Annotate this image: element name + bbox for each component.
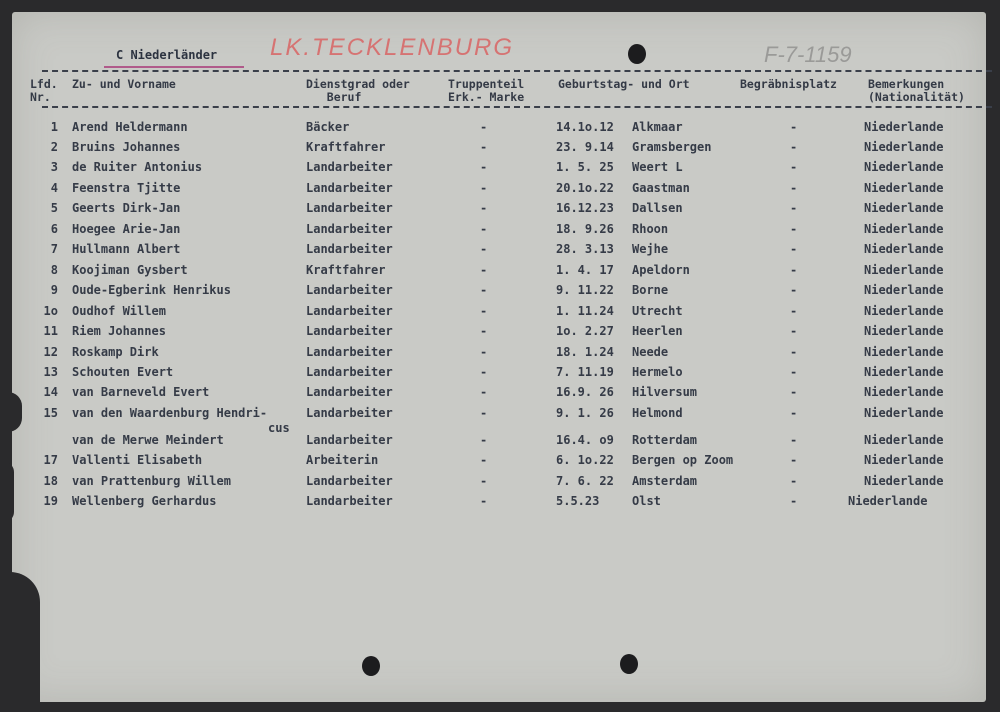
cell-nat: Niederlande xyxy=(864,181,944,195)
archive-number: F-7-1159 xyxy=(764,42,852,67)
cell-place: Amsterdam xyxy=(632,474,698,488)
cell-grave: - xyxy=(790,433,798,447)
table-row xyxy=(12,120,986,140)
cell-date: 18. 9.26 xyxy=(556,222,614,236)
cell-trup: - xyxy=(480,120,488,134)
cell-job: Landarbeiter xyxy=(306,324,393,338)
cell-name: Oude-Egberink Henrikus xyxy=(72,283,231,297)
cell-date: 16.9. 26 xyxy=(556,385,614,399)
cell-grave: - xyxy=(790,242,798,256)
cell-place: Heerlen xyxy=(632,324,683,338)
cell-name: Wellenberg Gerhardus xyxy=(72,494,217,508)
cell-grave: - xyxy=(790,474,798,488)
cell-trup: - xyxy=(480,494,488,508)
table-row xyxy=(12,140,986,160)
cell-job: Landarbeiter xyxy=(306,222,393,236)
cell-job: Kraftfahrer xyxy=(306,263,386,277)
cell-name: Koojiman Gysbert xyxy=(72,263,188,277)
cell-nr: 1o xyxy=(43,304,58,318)
cell-nr: 17 xyxy=(43,453,58,467)
cell-date: 14.1o.12 xyxy=(556,120,614,134)
cell-nr: 1 xyxy=(50,120,58,134)
table-row xyxy=(12,283,986,303)
col-header-remarks: Bemerkungen (Nationalität) xyxy=(868,77,965,104)
cell-grave: - xyxy=(790,222,798,236)
cell-name: Bruins Johannes xyxy=(72,140,181,154)
table-row xyxy=(12,385,986,405)
table-row xyxy=(12,406,986,426)
cell-name: van de Merwe Meindert xyxy=(72,433,224,447)
col-header-job: Dienstgrad oder Beruf xyxy=(306,77,410,104)
table-row xyxy=(12,304,986,324)
cell-nat: Niederlande xyxy=(864,201,944,215)
cell-job: Landarbeiter xyxy=(306,201,393,215)
name-continuation: cus xyxy=(268,421,290,435)
cell-place: Utrecht xyxy=(632,304,683,318)
table-row xyxy=(12,345,986,365)
cell-place: Gaastman xyxy=(632,181,690,195)
cell-name: Schouten Evert xyxy=(72,365,174,379)
header-rule xyxy=(42,106,992,108)
table-row xyxy=(12,160,986,180)
cell-grave: - xyxy=(790,385,798,399)
table-row xyxy=(12,474,986,494)
cell-trup: - xyxy=(480,304,488,318)
cell-nr: 19 xyxy=(43,494,58,508)
cell-nr: 14 xyxy=(43,385,58,399)
table-row xyxy=(12,365,986,385)
cell-date: 1. 11.24 xyxy=(556,304,614,318)
table-row xyxy=(12,453,986,473)
cell-trup: - xyxy=(480,324,488,338)
cell-grave: - xyxy=(790,263,798,277)
cell-job: Landarbeiter xyxy=(306,304,393,318)
cell-date: 1o. 2.27 xyxy=(556,324,614,338)
cell-job: Arbeiterin xyxy=(306,453,379,467)
cell-job: Landarbeiter xyxy=(306,433,393,447)
cell-grave: - xyxy=(790,283,798,297)
cell-trup: - xyxy=(480,160,488,174)
cell-date: 23. 9.14 xyxy=(556,140,614,154)
cell-date: 18. 1.24 xyxy=(556,345,614,359)
cell-grave: - xyxy=(790,365,798,379)
cell-date: 5.5.23 xyxy=(556,494,600,508)
cell-trup: - xyxy=(480,201,488,215)
cell-trup: - xyxy=(480,345,488,359)
cell-name: Roskamp Dirk xyxy=(72,345,159,359)
cell-job: Landarbeiter xyxy=(306,283,393,297)
cell-nat: Niederlande xyxy=(864,324,944,338)
cell-grave: - xyxy=(790,201,798,215)
cell-date: 20.1o.22 xyxy=(556,181,614,195)
cell-name: Riem Johannes xyxy=(72,324,166,338)
cell-name: van Prattenburg Willem xyxy=(72,474,231,488)
title-underline xyxy=(104,66,244,68)
cell-name: Feenstra Tjitte xyxy=(72,181,181,195)
cell-name: Arend Heldermann xyxy=(72,120,188,134)
cell-job: Landarbeiter xyxy=(306,181,393,195)
cell-trup: - xyxy=(480,242,488,256)
cell-date: 28. 3.13 xyxy=(556,242,614,256)
cell-date: 7. 6. 22 xyxy=(556,474,614,488)
cell-name: de Ruiter Antonius xyxy=(72,160,203,174)
cell-date: 16.12.23 xyxy=(556,201,614,215)
cell-nat: Niederlande xyxy=(864,365,944,379)
section-title: C Niederländer xyxy=(116,48,218,62)
cell-nr: 13 xyxy=(43,365,58,379)
cell-place: Bergen op Zoom xyxy=(632,453,734,467)
cell-date: 1. 5. 25 xyxy=(556,160,614,174)
punch-hole xyxy=(362,656,380,676)
col-header-trup: Truppenteil Erk.- Marke xyxy=(448,77,525,104)
cell-nat: Niederlande xyxy=(864,160,944,174)
cell-nat: Niederlande xyxy=(864,385,944,399)
cell-grave: - xyxy=(790,324,798,338)
cell-place: Rotterdam xyxy=(632,433,698,447)
cell-job: Landarbeiter xyxy=(306,474,393,488)
cell-grave: - xyxy=(790,120,798,134)
cell-nat: Niederlande xyxy=(864,283,944,297)
col-header-birth: Geburtstag- und Ort xyxy=(558,77,690,91)
cell-grave: - xyxy=(790,345,798,359)
cell-nat: Niederlande xyxy=(864,304,944,318)
cell-job: Kraftfahrer xyxy=(306,140,386,154)
cell-nr: 2 xyxy=(50,140,58,154)
col-header-nr: Lfd. Nr. xyxy=(30,77,58,104)
document-page xyxy=(12,12,986,702)
cell-place: Neede xyxy=(632,345,669,359)
cell-nat: Niederlande xyxy=(864,222,944,236)
cell-name: Geerts Dirk-Jan xyxy=(72,201,181,215)
cell-place: Weert L xyxy=(632,160,683,174)
cell-nr: 3 xyxy=(50,160,58,174)
cell-nat: Niederlande xyxy=(864,242,944,256)
cell-grave: - xyxy=(790,304,798,318)
table-row xyxy=(12,263,986,283)
cell-job: Landarbeiter xyxy=(306,242,393,256)
cell-nr: 5 xyxy=(50,201,58,215)
cell-nat: Niederlande xyxy=(864,406,944,420)
table-row xyxy=(12,242,986,262)
cell-name: Hoegee Arie-Jan xyxy=(72,222,181,236)
cell-name: van den Waardenburg Hendri- xyxy=(72,406,268,420)
cell-trup: - xyxy=(480,140,488,154)
cell-name: Hullmann Albert xyxy=(72,242,181,256)
cell-nr: 9 xyxy=(50,283,58,297)
cell-job: Landarbeiter xyxy=(306,345,393,359)
cell-nr: 12 xyxy=(43,345,58,359)
cell-name: Vallenti Elisabeth xyxy=(72,453,203,467)
cell-grave: - xyxy=(790,160,798,174)
cell-name: Oudhof Willem xyxy=(72,304,166,318)
cell-job: Landarbeiter xyxy=(306,160,393,174)
cell-job: Landarbeiter xyxy=(306,494,393,508)
cell-place: Apeldorn xyxy=(632,263,690,277)
cell-trup: - xyxy=(480,433,488,447)
table-row xyxy=(12,222,986,242)
cell-grave: - xyxy=(790,494,798,508)
cell-job: Bäcker xyxy=(306,120,350,134)
col-header-grave: Begräbnisplatz xyxy=(740,77,837,91)
cell-nr: 7 xyxy=(50,242,58,256)
cell-place: Hermelo xyxy=(632,365,683,379)
cell-place: Rhoon xyxy=(632,222,669,236)
cell-trup: - xyxy=(480,283,488,297)
cell-nat: Niederlande xyxy=(864,453,944,467)
cell-nr: 4 xyxy=(50,181,58,195)
cell-trup: - xyxy=(480,222,488,236)
cell-nr: 6 xyxy=(50,222,58,236)
cell-trup: - xyxy=(480,406,488,420)
archive-stamp: LK.TECKLENBURG xyxy=(270,34,515,61)
table-row xyxy=(12,181,986,201)
cell-nat: Niederlande xyxy=(864,433,944,447)
cell-nat: Niederlande xyxy=(864,140,944,154)
cell-place: Borne xyxy=(632,283,669,297)
table-row xyxy=(12,494,986,514)
cell-place: Olst xyxy=(632,494,661,508)
cell-date: 6. 1o.22 xyxy=(556,453,614,467)
cell-date: 9. 1. 26 xyxy=(556,406,614,420)
cell-nat: Niederlande xyxy=(864,263,944,277)
cell-date: 16.4. o9 xyxy=(556,433,614,447)
cell-job: Landarbeiter xyxy=(306,406,393,420)
cell-nr: 8 xyxy=(50,263,58,277)
cell-name: van Barneveld Evert xyxy=(72,385,210,399)
punch-hole xyxy=(628,44,646,64)
cell-place: Dallsen xyxy=(632,201,683,215)
cell-grave: - xyxy=(790,406,798,420)
cell-trup: - xyxy=(480,385,488,399)
punch-hole xyxy=(620,654,638,674)
cell-place: Helmond xyxy=(632,406,683,420)
cell-job: Landarbeiter xyxy=(306,385,393,399)
cell-nat: Niederlande xyxy=(864,120,944,134)
cell-date: 9. 11.22 xyxy=(556,283,614,297)
table-row xyxy=(12,324,986,344)
cell-trup: - xyxy=(480,474,488,488)
cell-place: Alkmaar xyxy=(632,120,683,134)
cell-trup: - xyxy=(480,181,488,195)
cell-nr: 11 xyxy=(43,324,58,338)
cell-nr: 18 xyxy=(43,474,58,488)
cell-trup: - xyxy=(480,365,488,379)
table-row xyxy=(12,433,986,453)
cell-trup: - xyxy=(480,263,488,277)
cell-date: 7. 11.19 xyxy=(556,365,614,379)
cell-place: Hilversum xyxy=(632,385,698,399)
cell-nr: 15 xyxy=(43,406,58,420)
torn-edge xyxy=(0,572,40,702)
top-rule xyxy=(42,70,992,72)
cell-date: 1. 4. 17 xyxy=(556,263,614,277)
cell-place: Gramsbergen xyxy=(632,140,712,154)
cell-place: Wejhe xyxy=(632,242,669,256)
cell-nat: Niederlande xyxy=(864,345,944,359)
cell-grave: - xyxy=(790,181,798,195)
cell-nat: Niederlande xyxy=(848,494,928,508)
cell-trup: - xyxy=(480,453,488,467)
cell-grave: - xyxy=(790,140,798,154)
cell-grave: - xyxy=(790,453,798,467)
cell-job: Landarbeiter xyxy=(306,365,393,379)
table-row xyxy=(12,201,986,221)
cell-nat: Niederlande xyxy=(864,474,944,488)
col-header-name: Zu- und Vorname xyxy=(72,77,176,91)
